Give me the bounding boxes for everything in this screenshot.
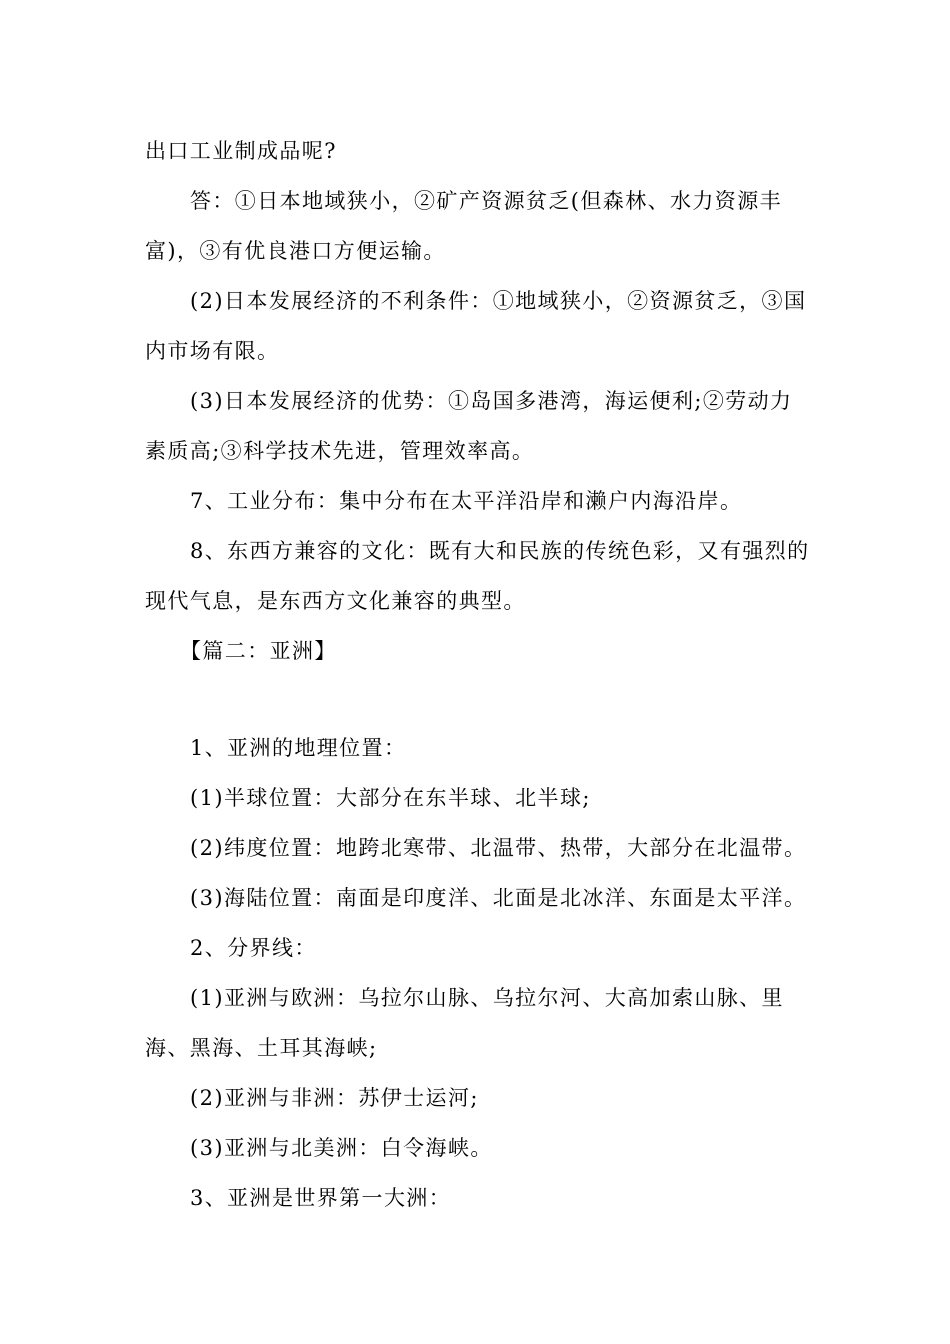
text-line: (2)亚洲与非洲：苏伊士运河; [190, 1086, 479, 1110]
text-line: 答：①日本地域狭小，②矿产资源贫乏(但森林、水力资源丰 [190, 189, 782, 213]
text-line: (2)纬度位置：地跨北寒带、北温带、热带，大部分在北温带。 [190, 836, 807, 860]
text-line: 2、分界线： [190, 936, 317, 960]
text-line: (2)日本发展经济的不利条件：①地域狭小，②资源贫乏，③国 [190, 289, 807, 313]
text-line: (3)海陆位置：南面是印度洋、北面是北冰洋、东面是太平洋。 [190, 886, 807, 910]
text-line: 内市场有限。 [145, 339, 280, 363]
text-line: (1)亚洲与欧洲：乌拉尔山脉、乌拉尔河、大高加索山脉、里 [190, 986, 784, 1010]
text-line: 7、工业分布：集中分布在太平洋沿岸和濑户内海沿岸。 [190, 489, 743, 513]
text-line: (1)半球位置：大部分在东半球、北半球; [190, 786, 591, 810]
text-line: (3)亚洲与北美洲：白令海峡。 [190, 1136, 493, 1160]
text-line: 富)，③有优良港口方便运输。 [145, 239, 446, 263]
text-line: 3、亚洲是世界第一大洲： [190, 1186, 452, 1210]
text-line: 出口工业制成品呢? [145, 139, 337, 163]
text-line: 海、黑海、土耳其海峡; [145, 1036, 378, 1060]
text-line: 1、亚洲的地理位置： [190, 736, 407, 760]
text-line: 素质高;③科学技术先进，管理效率高。 [145, 439, 535, 463]
text-line: 8、东西方兼容的文化：既有大和民族的传统色彩，又有强烈的 [190, 539, 810, 563]
text-line: (3)日本发展经济的优势：①岛国多港湾，海运便利;②劳动力 [190, 389, 793, 413]
text-line: 现代气息，是东西方文化兼容的典型。 [145, 589, 526, 613]
section-heading: 【篇二：亚洲】 [180, 639, 337, 663]
